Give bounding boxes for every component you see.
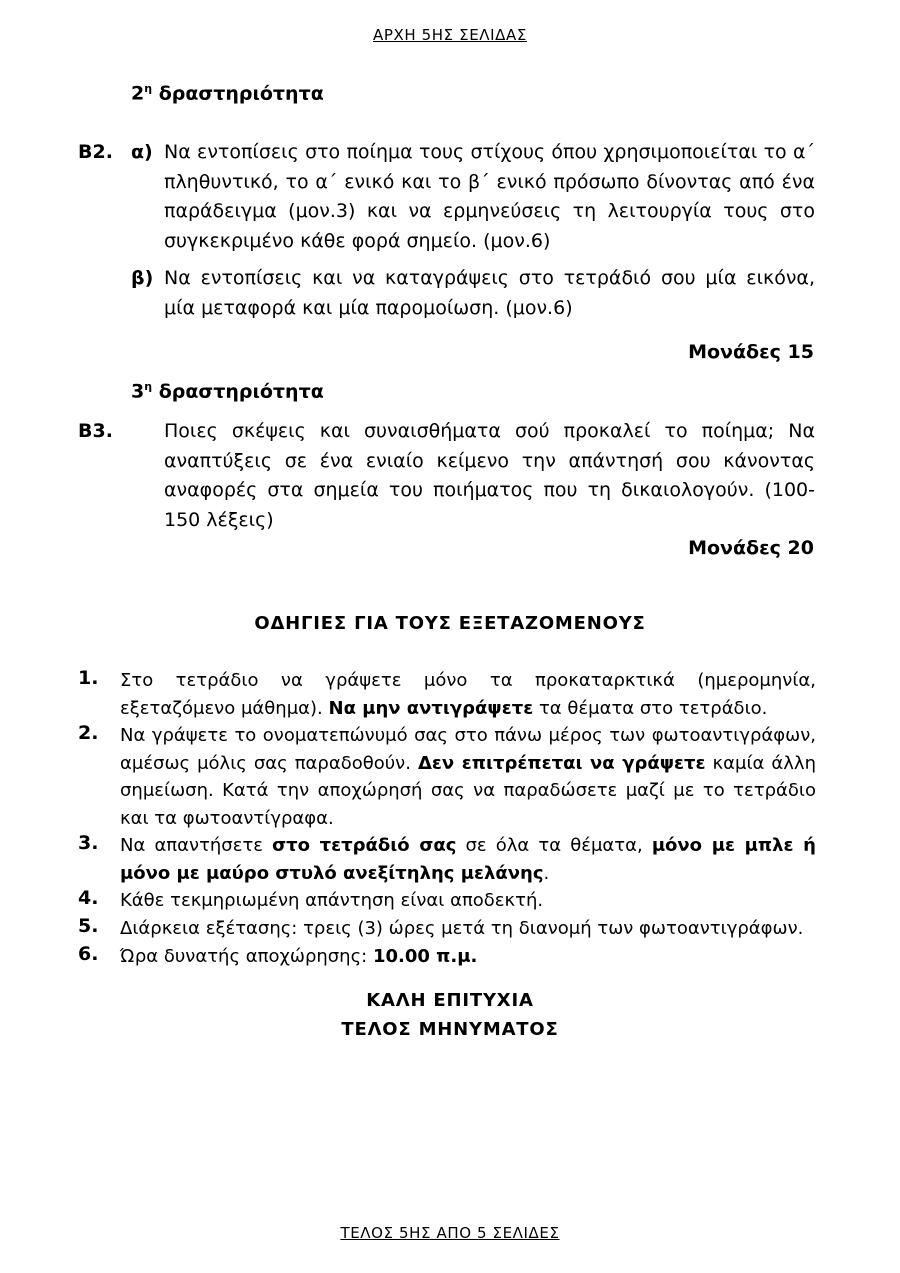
activity-3-heading — [131, 380, 324, 402]
instruction-number: 6. — [78, 943, 99, 965]
instruction-text: Ώρα δυνατής αποχώρησης: 10.00 π.μ. — [120, 946, 478, 967]
activity-number: 3 — [131, 380, 145, 403]
activity-ordinal: η — [144, 82, 153, 95]
subquestion-b-text: Να εντοπίσεις και να καταγράψεις στο τετράδιό σου μία εικόνα, μία μεταφορά και μία παρομοίωση. (μον.6) — [164, 267, 815, 319]
question-b3-label: Β3. — [78, 420, 113, 442]
subquestion-b-letter: β) — [131, 267, 154, 289]
instruction-number: 4. — [78, 887, 99, 909]
subquestion-a-letter: α) — [131, 141, 153, 163]
subquestion-a-text: Να εντοπίσεις στο ποίημα τους στίχους όπου χρησιμοποιείται το α΄ πληθυντικό, το α΄ ενικό και το β΄ ενικό πρόσωπο δίνοντας από ένα παράδειγμα (μον.3) και να ερμηνεύσεις τη λειτουργία τους στο συγκεκριμένο κάθε φορά σημείο. (μον.6) — [164, 141, 815, 252]
activity-number: 2 — [131, 82, 145, 105]
instruction-text: Να απαντήσετε στο τετράδιό σας σε όλα τα θέματα, μόνο με μπλε ή μόνο με μαύρο στυλό ανεξίτηλης μελάνης. — [120, 835, 816, 884]
question-b2-label: Β2. — [78, 141, 113, 163]
activity-2-heading — [131, 82, 324, 104]
question-b3-text: Ποιες σκέψεις και συναισθήματα σού προκαλεί το ποίημα; Να αναπτύξεις σε ένα ενιαίο κείμενο την απάντησή σου κάνοντας αναφορές στα σημεία του ποιήματος που τη δικαιολογούν. (100-150 λέξεις) — [164, 420, 815, 531]
activity-ordinal: η — [144, 380, 153, 393]
instruction-number: 2. — [78, 722, 99, 744]
instruction-text: Στο τετράδιο να γράψετε μόνο τα προκαταρκτικά (ημερομηνία, εξεταζόμενο μάθημα). Να μην αντιγράψετε τα θέματα στο τετράδιο. — [120, 670, 816, 719]
instruction-number: 3. — [78, 832, 99, 854]
instruction-text: Διάρκεια εξέτασης: τρεις (3) ώρες μετά τη διανομή των φωτοαντιγράφων. — [120, 918, 804, 939]
closing-good-luck: ΚΑΛΗ ΕΠΙΤΥΧΙΑ — [366, 990, 534, 1011]
instruction-number: 1. — [78, 667, 99, 689]
b3-marks: Μονάδες 20 — [688, 537, 814, 559]
activity-title: δραστηριότητα — [158, 82, 324, 105]
instruction-text: Να γράψετε το ονοματεπώνυμό σας στο πάνω μέρος των φωτοαντιγράφων, αμέσως μόλις σας παραδοθούν. Δεν επιτρέπεται να γράψετε καμία άλλη σημείωση. Κατά την αποχώρησή σας να παραδώσετε μαζί με το τετράδιο και τα φωτοαντίγραφα. — [120, 725, 816, 829]
page-header: ΑΡΧΗ 5ΗΣ ΣΕΛΙΔΑΣ — [373, 26, 527, 44]
activity-title: δραστηριότητα — [158, 380, 324, 403]
b2-marks: Μονάδες 15 — [688, 341, 814, 363]
instruction-number: 5. — [78, 915, 99, 937]
instructions-title: ΟΔΗΓΙΕΣ ΓΙΑ ΤΟΥΣ ΕΞΕΤΑΖΟΜΕΝΟΥΣ — [254, 613, 646, 634]
page-footer: ΤΕΛΟΣ 5ΗΣ ΑΠΟ 5 ΣΕΛΙΔΕΣ — [340, 1224, 560, 1242]
instruction-text: Κάθε τεκμηριωμένη απάντηση είναι αποδεκτή. — [120, 890, 544, 911]
closing-end-message: ΤΕΛΟΣ ΜΗΝΥΜΑΤΟΣ — [341, 1019, 559, 1040]
